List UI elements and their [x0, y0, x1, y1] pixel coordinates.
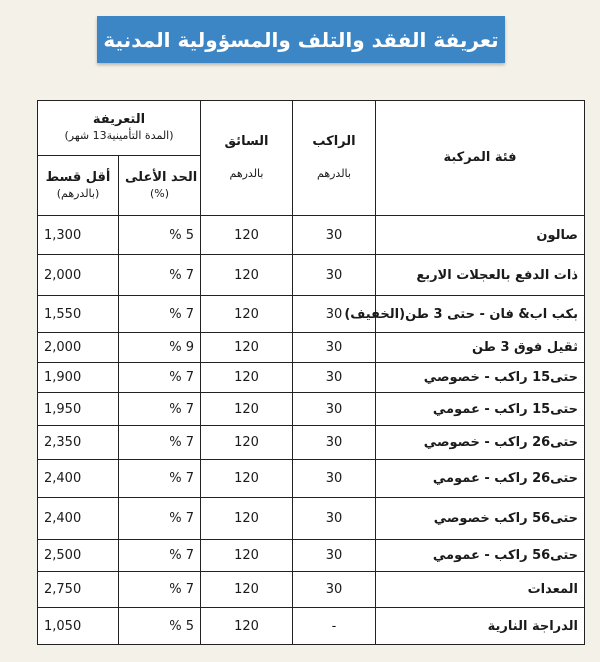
category-label: فئة المركبة — [443, 150, 517, 165]
passenger-cell: 30 — [293, 296, 376, 333]
min-premium-unit: (بالدرهم) — [56, 186, 100, 200]
driver-cell: 120 — [201, 498, 293, 540]
category-cell: ثقيل فوق 3 طن — [376, 333, 585, 363]
min-premium-cell: 2,400 — [38, 498, 119, 540]
table-row — [38, 426, 585, 460]
max-rate-cell: 7 % — [119, 498, 201, 540]
table-row — [38, 460, 585, 498]
table-row — [38, 540, 585, 572]
tariff-label: التعريفة — [92, 112, 146, 127]
page-title: تعريفة الفقد والتلف والمسؤولية المدنية — [97, 16, 505, 63]
max-rate-cell: 7 % — [119, 572, 201, 608]
category-cell: صالون — [376, 216, 585, 255]
table-row — [38, 608, 585, 645]
min-premium-cell: 2,750 — [38, 572, 119, 608]
table-row — [38, 333, 585, 363]
min-premium-cell: 2,400 — [38, 460, 119, 498]
driver-cell: 120 — [201, 572, 293, 608]
min-premium-cell: 2,000 — [38, 255, 119, 296]
category-header — [376, 101, 585, 216]
min-premium-cell: 1,050 — [38, 608, 119, 645]
max-rate-cell: 7 % — [119, 296, 201, 333]
passenger-cell: 30 — [293, 572, 376, 608]
max-rate-header — [119, 156, 201, 216]
tariff-period: (المدة التأمينية13 شهر) — [64, 129, 174, 142]
min-premium-cell: 2,500 — [38, 540, 119, 572]
driver-cell: 120 — [201, 608, 293, 645]
passenger-cell: 30 — [293, 540, 376, 572]
driver-cell: 120 — [201, 426, 293, 460]
max-rate-cell: 7 % — [119, 460, 201, 498]
table-row — [38, 498, 585, 540]
table-row — [38, 255, 585, 296]
min-premium-cell: 1,300 — [38, 216, 119, 255]
category-cell: حتى56 راكب خصوصي — [376, 498, 585, 540]
driver-label: السائق — [224, 134, 269, 149]
passenger-header — [293, 101, 376, 216]
driver-cell: 120 — [201, 333, 293, 363]
max-rate-label: الحد الأعلى — [125, 169, 198, 185]
passenger-cell: 30 — [293, 460, 376, 498]
category-cell: حتى56 راكب - عمومي — [376, 540, 585, 572]
category-cell: حتى15 راكب - خصوصي — [376, 363, 585, 393]
passenger-cell: - — [293, 608, 376, 645]
min-premium-label: أقل قسط — [45, 169, 111, 185]
passenger-cell: 30 — [293, 216, 376, 255]
driver-unit: بالدرهم — [229, 167, 264, 180]
driver-header — [201, 101, 293, 216]
driver-cell: 120 — [201, 296, 293, 333]
category-cell: ذات الدفع بالعجلات الاربع — [376, 255, 585, 296]
table-row — [38, 572, 585, 608]
max-rate-cell: 7 % — [119, 255, 201, 296]
min-premium-cell: 2,350 — [38, 426, 119, 460]
category-cell: الدراجة النارية — [376, 608, 585, 645]
driver-cell: 120 — [201, 216, 293, 255]
passenger-unit: بالدرهم — [317, 167, 351, 180]
passenger-cell: 30 — [293, 255, 376, 296]
min-premium-cell: 1,950 — [38, 393, 119, 426]
table-row — [38, 393, 585, 426]
tariff-table — [37, 100, 585, 645]
max-rate-cell: 9 % — [119, 333, 201, 363]
driver-cell: 120 — [201, 393, 293, 426]
category-cell: المعدات — [376, 572, 585, 608]
max-rate-cell: 7 % — [119, 363, 201, 393]
category-cell: حتى15 راكب - عمومي — [376, 393, 585, 426]
min-premium-cell: 1,900 — [38, 363, 119, 393]
table-row — [38, 363, 585, 393]
category-cell: بكب اب& فان - حتى 3 طن(الخفيف) — [376, 296, 585, 333]
min-premium-cell: 2,000 — [38, 333, 119, 363]
max-rate-cell: 7 % — [119, 540, 201, 572]
passenger-label: الراكب — [312, 134, 356, 149]
max-rate-cell: 5 % — [119, 216, 201, 255]
header-row — [38, 101, 585, 156]
max-rate-cell: 7 % — [119, 426, 201, 460]
min-premium-cell: 1,550 — [38, 296, 119, 333]
category-cell: حتى26 راكب - خصوصي — [376, 426, 585, 460]
category-cell: حتى26 راكب - عمومي — [376, 460, 585, 498]
driver-cell: 120 — [201, 540, 293, 572]
driver-cell: 120 — [201, 460, 293, 498]
passenger-cell: 30 — [293, 426, 376, 460]
table-row — [38, 296, 585, 333]
passenger-cell: 30 — [293, 363, 376, 393]
driver-cell: 120 — [201, 363, 293, 393]
driver-cell: 120 — [201, 255, 293, 296]
tariff-header — [38, 101, 201, 156]
max-rate-cell: 7 % — [119, 393, 201, 426]
passenger-cell: 30 — [293, 393, 376, 426]
min-premium-header — [38, 156, 119, 216]
table-row — [38, 216, 585, 255]
passenger-cell: 30 — [293, 498, 376, 540]
max-rate-unit: (%) — [149, 186, 170, 200]
max-rate-cell: 5 % — [119, 608, 201, 645]
passenger-cell: 30 — [293, 333, 376, 363]
